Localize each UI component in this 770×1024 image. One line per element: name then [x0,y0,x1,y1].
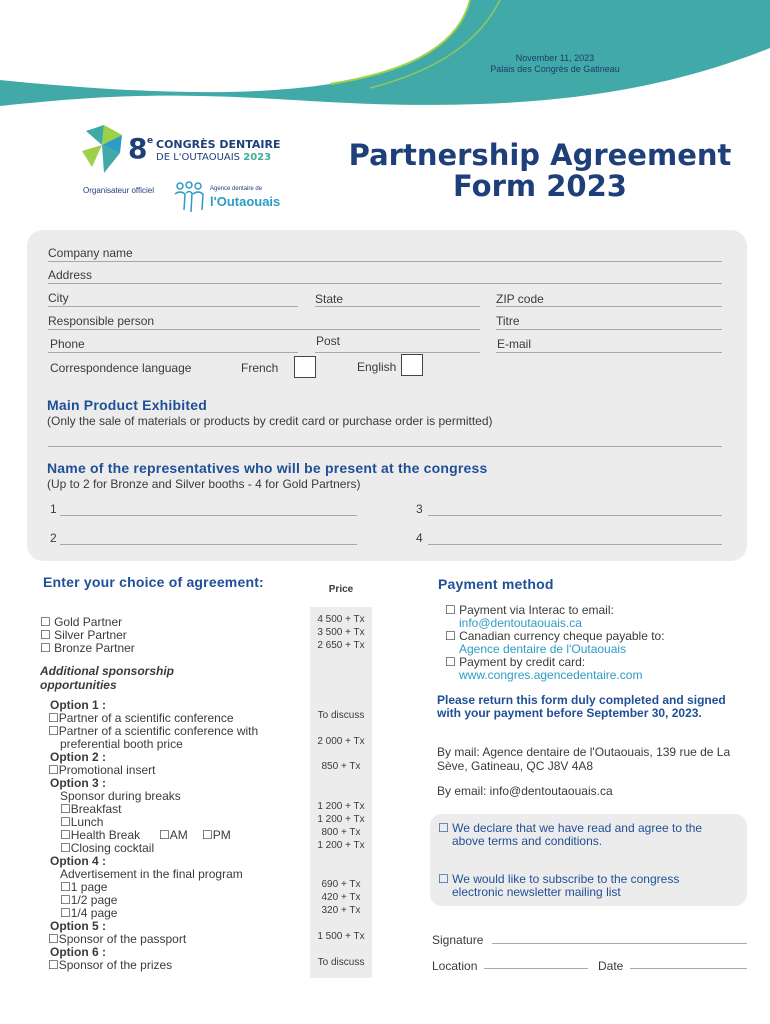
rep-1-label: 1 [50,502,57,516]
event-venue: Palais des Congrès de Gatineau [490,64,620,74]
passport-price: 1 500 + Tx [317,931,365,942]
subscribe-option-line2: electronic newsletter mailing list [452,885,621,899]
subscribe-option[interactable]: ☐ We would like to subscribe to the congress [438,872,680,886]
main-product-heading: Main Product Exhibited [47,397,207,413]
location-field[interactable] [484,968,588,969]
lunch-price: 1 200 + Tx [317,814,365,825]
signature-label: Signature [432,933,484,947]
date-label: Date [598,959,624,973]
page-title [345,140,735,202]
lunch-option[interactable]: ☐Lunch [60,815,104,829]
breakfast-option[interactable]: ☐Breakfast [60,802,122,816]
rep-2-label: 2 [50,531,57,545]
passport-sponsor-option[interactable]: ☐Sponsor of the passport [48,932,187,946]
logo-line2 [156,152,271,163]
credit-card-link[interactable]: www.congres.agencedentaire.com [459,668,643,682]
return-note: Please return this form duly completed and signed with your payment before September 30, 2023. [437,693,726,720]
option-6-label: Option 6 : [50,945,106,959]
declare-option-line2: above terms and conditions. [452,834,603,848]
address-label: Address [48,268,93,282]
price-header: Price [328,584,354,595]
english-checkbox[interactable] [401,354,423,376]
option-1-label: Option 1 : [50,698,106,712]
zip-label: ZIP code [496,292,544,306]
state-label: State [315,292,344,306]
french-checkbox[interactable] [294,356,316,378]
event-date: November 11, 2023 [515,53,595,63]
french-label: French [241,361,279,375]
rep-4-label: 4 [416,531,423,545]
representatives-note: (Up to 2 for Bronze and Silver booths - 4 for Gold Partners) [47,477,361,491]
option-5-label: Option 5 : [50,919,106,933]
credit-card-option[interactable]: ☐ Payment by credit card: [445,655,586,669]
health-break-pm-option[interactable]: ☐PM [202,828,231,842]
responsible-field[interactable] [48,329,480,330]
mail-address: By mail: Agence dentaire de l'Outaouais, 139 rue de La Sève, Gatineau, QC J8V 4A8 [437,745,731,773]
ad-half-page-option[interactable]: ☐1/2 page [60,893,118,907]
additional-heading-line2: opportunities [40,678,117,692]
breaks-title: Sponsor during breaks [60,789,181,803]
responsible-label: Responsible person [48,314,155,328]
prizes-price: To discuss [317,957,365,968]
breakfast-price: 1 200 + Tx [317,801,365,812]
option-1b-price: 2 000 + Tx [317,736,365,747]
agency-name: l'Outaouais [210,194,281,209]
ad-1-page-option[interactable]: ☐1 page [60,880,108,894]
congress-logo-icon [80,123,130,175]
promotional-insert-option[interactable]: ☐Promotional insert [48,763,156,777]
main-product-field[interactable] [48,446,722,447]
interac-option[interactable]: ☐ Payment via Interac to email: [445,603,614,617]
closing-cocktail-price: 1 200 + Tx [317,840,365,851]
ad-half-page-price: 420 + Tx [321,892,361,903]
rep-3-field[interactable] [428,515,722,516]
bronze-partner-option[interactable]: ☐ Bronze Partner [40,641,135,655]
health-break-price: 800 + Tx [321,827,361,838]
payment-heading: Payment method [438,576,554,592]
english-label: English [357,360,397,374]
company-name-label: Company name [48,246,133,260]
option-2a-price: 850 + Tx [321,761,361,772]
phone-label: Phone [50,337,85,351]
health-break-am-option[interactable]: ☐AM [159,828,188,842]
cheque-payee-link[interactable]: Agence dentaire de l'Outaouais [459,642,627,656]
title-line2: Form 2023 [453,169,627,203]
option-4-label: Option 4 : [50,854,106,868]
rep-2-field[interactable] [60,544,357,545]
agency-people-icon [172,180,206,214]
closing-cocktail-option[interactable]: ☐Closing cocktail [60,841,155,855]
event-info [470,53,640,75]
silver-price: 3 500 + Tx [317,627,365,638]
phone-field[interactable] [48,352,298,353]
scientific-conference-booth-line2: preferential booth price [60,737,183,751]
price-column [310,607,372,978]
email-label: E-mail [497,337,532,351]
main-product-note: (Only the sale of materials or products by credit card or purchase order is permitted) [47,414,493,428]
address-field[interactable] [48,283,722,284]
company-name-field[interactable] [48,261,722,262]
titre-field[interactable] [496,329,722,330]
ad-1-page-price: 690 + Tx [321,879,361,890]
representatives-heading: Name of the representatives who will be present at the congress [47,460,488,476]
advertisement-title: Advertisement in the final program [60,867,243,881]
city-label: City [48,291,69,305]
language-label: Correspondence language [50,361,192,375]
titre-label: Titre [496,314,520,328]
logo-year: 2023 [243,152,272,163]
state-field[interactable] [315,306,480,307]
header-wave [0,0,770,112]
scientific-conference-booth-option[interactable]: ☐Partner of a scientific conference with [48,724,259,738]
title-line1: Partnership Agreement [348,138,732,172]
zip-field[interactable] [496,306,722,307]
cheque-option[interactable]: ☐ Canadian currency cheque payable to: [445,629,665,643]
email-address: By email: info@dentoutaouais.ca [437,784,613,798]
logo-numeral: 8 [128,132,148,165]
bronze-price: 2 650 + Tx [317,640,365,651]
health-break-option[interactable]: ☐Health Break [60,828,141,842]
additional-heading-line1: Additional sponsorship [40,664,174,678]
gold-price: 4 500 + Tx [317,614,365,625]
additional-heading [40,664,174,692]
rep-1-field[interactable] [60,515,357,516]
logo-superscript: e [147,136,154,146]
agreement-heading: Enter your choice of agreement: [43,574,264,590]
date-field[interactable] [630,968,747,969]
city-field[interactable] [48,306,298,307]
gold-partner-option[interactable]: ☐ Gold Partner [40,615,123,629]
post-field[interactable] [315,352,480,353]
logo-line1: CONGRÈS DENTAIRE [156,138,281,151]
signature-field[interactable] [492,943,747,944]
declare-option[interactable]: ☐ We declare that we have read and agree to the [438,821,703,835]
organizer-label: Organisateur officiel [83,186,154,195]
rep-4-field[interactable] [428,544,722,545]
agency-small: Agence dentaire de [210,186,263,192]
silver-partner-option[interactable]: ☐ Silver Partner [40,628,127,642]
option-3-label: Option 3 : [50,776,106,790]
post-label: Post [316,334,341,348]
rep-3-label: 3 [416,502,423,516]
option-2-label: Option 2 : [50,750,106,764]
interac-email-link[interactable]: info@dentoutaouais.ca [459,616,582,630]
scientific-conference-option[interactable]: ☐Partner of a scientific conference [48,711,234,725]
company-info-panel [27,230,747,561]
ad-quarter-page-option[interactable]: ☐1/4 page [60,906,118,920]
location-label: Location [432,959,478,973]
option-1a-price: To discuss [317,710,365,721]
logo-line2-prefix: DE L'OUTAOUAIS [156,152,241,163]
email-field[interactable] [496,352,722,353]
ad-quarter-page-price: 320 + Tx [321,905,361,916]
prizes-sponsor-option[interactable]: ☐Sponsor of the prizes [48,958,173,972]
